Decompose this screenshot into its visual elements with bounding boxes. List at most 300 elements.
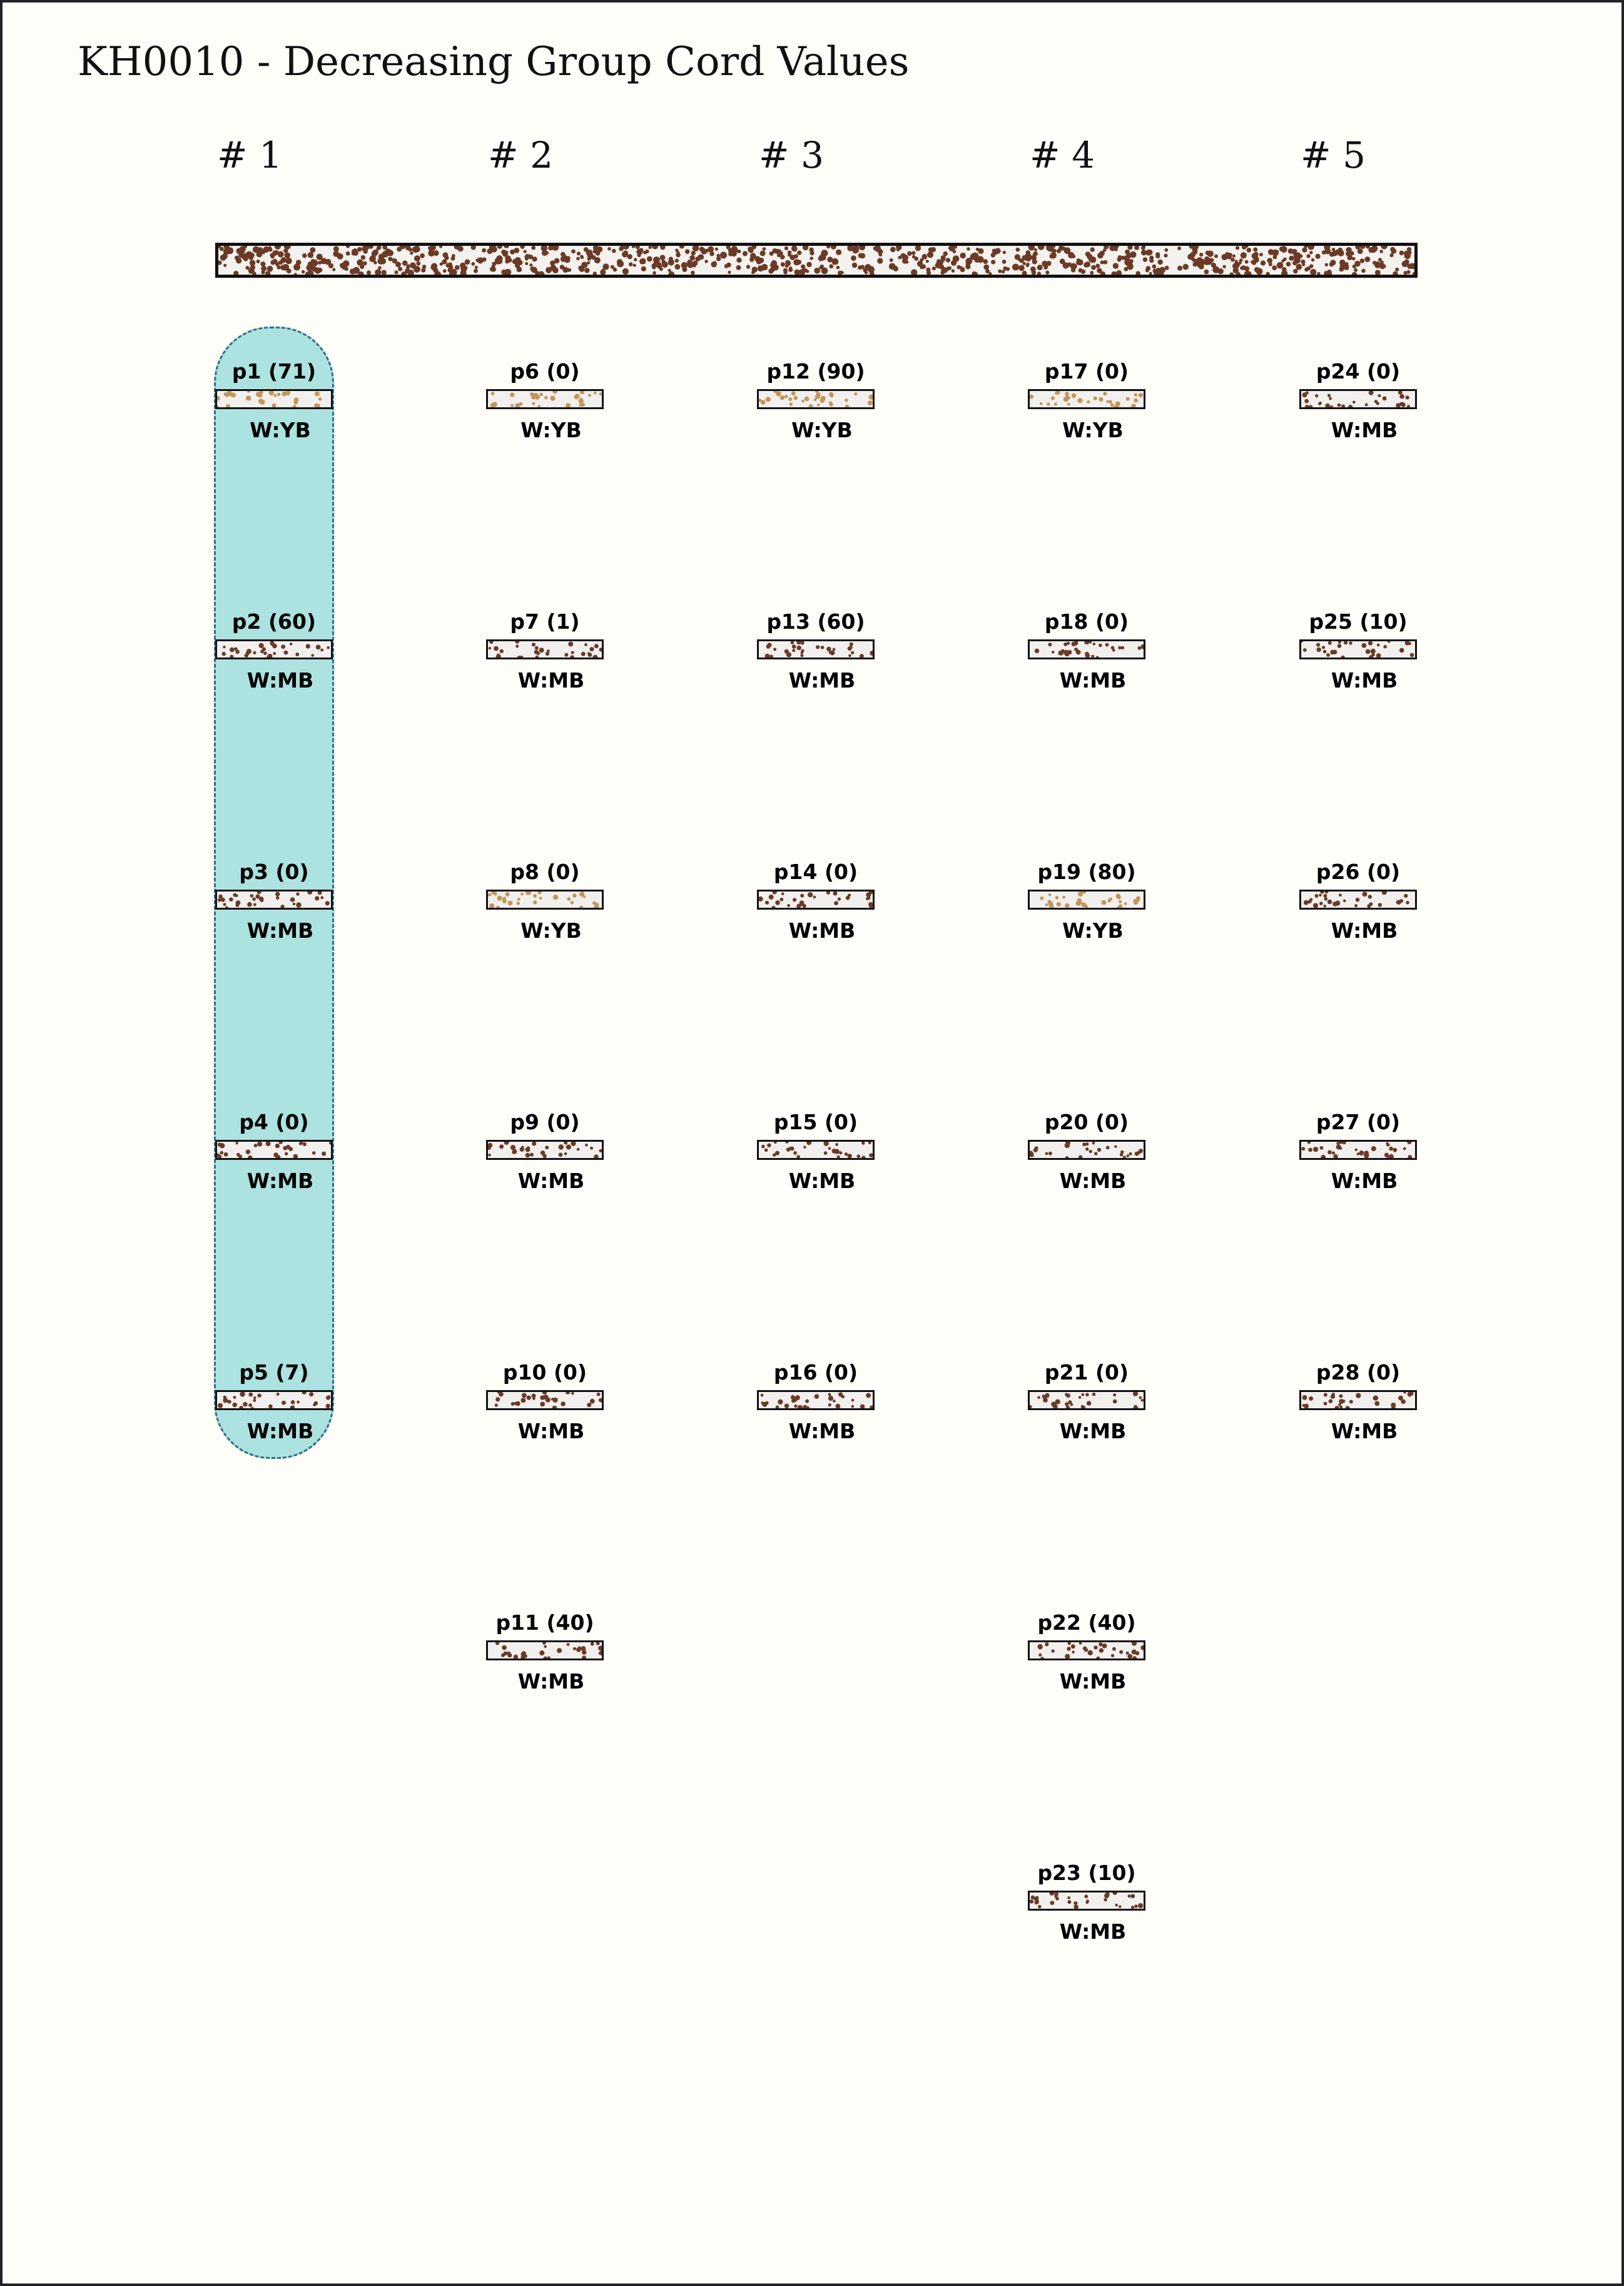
fiber-dot — [1305, 405, 1309, 407]
fiber-dot — [504, 1142, 509, 1145]
fiber-dot — [544, 396, 547, 399]
pendant-cord-body — [1028, 890, 1145, 910]
fiber-dot — [623, 250, 628, 255]
fiber-dot — [302, 1392, 307, 1394]
fiber-dot — [946, 267, 951, 271]
fiber-dot — [296, 260, 302, 265]
fiber-dot — [564, 1152, 567, 1156]
fiber-dot — [1141, 246, 1145, 250]
fiber-dot — [578, 1647, 581, 1650]
fiber-dot — [800, 903, 803, 907]
pendant-cord-body — [486, 890, 604, 910]
fiber-dot — [1358, 248, 1363, 254]
fiber-dot — [1313, 1147, 1318, 1152]
fiber-dot — [1110, 404, 1114, 407]
fiber-dot — [502, 897, 506, 900]
fiber-dot — [577, 251, 581, 255]
fiber-dot — [932, 267, 936, 270]
fiber-dot — [1074, 648, 1078, 651]
fiber-dot — [1126, 1652, 1129, 1655]
fiber-dot — [772, 906, 776, 908]
fiber-dot — [709, 251, 714, 257]
fiber-dot — [346, 246, 350, 248]
fiber-dot — [224, 1152, 228, 1157]
fiber-dot — [921, 254, 927, 260]
fiber-dot — [465, 259, 470, 265]
fiber-dot — [688, 260, 691, 263]
fiber-dot — [444, 255, 449, 260]
fiber-dot — [599, 1149, 602, 1152]
fiber-dot — [828, 1147, 831, 1150]
pendant-color-code: W:MB — [1059, 1419, 1127, 1443]
fiber-dot — [1377, 644, 1380, 647]
fiber-dot — [1346, 1406, 1350, 1408]
fiber-dot — [861, 1156, 865, 1158]
pendant-color-code: W:MB — [1059, 1669, 1127, 1694]
group-label: # 5 — [1301, 134, 1366, 176]
fiber-dot — [1091, 265, 1096, 270]
fiber-dot — [1047, 261, 1052, 266]
fiber-dot — [497, 896, 502, 901]
fiber-dot — [1057, 902, 1061, 907]
fiber-dot — [836, 250, 841, 255]
fiber-dot — [299, 1142, 302, 1145]
fiber-dot — [1097, 1148, 1101, 1152]
fiber-dot — [290, 643, 293, 646]
fiber-dot — [1404, 271, 1408, 275]
fiber-dot — [789, 267, 792, 270]
fiber-dot — [726, 263, 731, 268]
fiber-dot — [780, 255, 785, 260]
fiber-dot — [850, 643, 853, 646]
fiber-dot — [1371, 1146, 1376, 1151]
fiber-dot — [867, 896, 871, 900]
fiber-dot — [1310, 269, 1316, 275]
fiber-dot — [534, 650, 539, 654]
pendant-label: p6 (0) — [510, 359, 580, 384]
fiber-dot — [1337, 404, 1341, 407]
fiber-dot — [326, 1404, 330, 1408]
fiber-dot — [489, 647, 491, 649]
fiber-dot — [967, 247, 970, 251]
fiber-dot — [1327, 900, 1332, 905]
fiber-dot — [1320, 892, 1324, 894]
pendant-cord-body — [1299, 890, 1417, 910]
pendant-cord-texture — [759, 1142, 873, 1158]
fiber-dot — [297, 1401, 300, 1404]
fiber-dot — [218, 1403, 223, 1408]
fiber-dot — [1068, 1400, 1072, 1404]
fiber-dot — [1111, 1654, 1114, 1657]
fiber-dot — [561, 256, 566, 262]
fiber-dot — [247, 391, 250, 393]
fiber-dot — [581, 1646, 586, 1651]
fiber-dot — [854, 392, 857, 395]
fiber-dot — [835, 1149, 840, 1154]
fiber-dot — [1018, 265, 1025, 272]
fiber-dot — [1302, 392, 1307, 397]
fiber-dot — [806, 262, 812, 268]
fiber-dot — [1034, 248, 1037, 251]
fiber-dot — [1100, 260, 1104, 264]
fiber-dot — [541, 246, 548, 251]
pendant-cord-texture — [488, 1392, 602, 1408]
pendant-label: p7 (1) — [510, 609, 580, 634]
fiber-dot — [567, 1643, 570, 1646]
fiber-dot — [350, 268, 355, 274]
fiber-dot — [278, 1142, 282, 1144]
fiber-dot — [951, 260, 957, 266]
fiber-dot — [612, 249, 616, 253]
fiber-dot — [1337, 250, 1344, 256]
fiber-dot — [1058, 651, 1063, 656]
fiber-dot — [1360, 258, 1364, 263]
fiber-dot — [1138, 1903, 1143, 1908]
fiber-dot — [1267, 258, 1272, 263]
fiber-dot — [273, 1152, 278, 1157]
fiber-dot — [1322, 646, 1325, 649]
fiber-dot — [1035, 1896, 1038, 1899]
fiber-dot — [848, 1154, 852, 1158]
fiber-dot — [1102, 1643, 1107, 1648]
pendant-cord-texture — [1030, 1892, 1144, 1909]
fiber-dot — [489, 903, 494, 908]
fiber-dot — [826, 246, 830, 248]
pendant-label: p27 (0) — [1316, 1110, 1401, 1134]
fiber-dot — [1035, 1899, 1039, 1904]
fiber-dot — [1067, 650, 1072, 654]
pendant-cord-texture — [217, 391, 331, 407]
fiber-dot — [801, 400, 804, 403]
fiber-dot — [809, 404, 813, 407]
fiber-dot — [1085, 1393, 1089, 1397]
fiber-dot — [1330, 260, 1336, 265]
fiber-dot — [1344, 641, 1347, 644]
fiber-dot — [1402, 261, 1408, 267]
fiber-dot — [1139, 1396, 1142, 1400]
fiber-dot — [1048, 900, 1052, 905]
fiber-dot — [1401, 1400, 1405, 1404]
fiber-dot — [545, 1146, 549, 1149]
fiber-dot — [571, 250, 576, 254]
fiber-dot — [499, 1144, 504, 1149]
pendant-cord-texture — [488, 1642, 602, 1659]
fiber-dot — [814, 268, 820, 274]
fiber-dot — [784, 395, 788, 398]
fiber-dot — [325, 901, 330, 905]
fiber-dot — [1050, 247, 1054, 251]
fiber-dot — [1399, 648, 1404, 653]
fiber-dot — [1022, 271, 1027, 275]
fiber-dot — [1279, 246, 1284, 251]
fiber-dot — [1067, 1896, 1070, 1899]
fiber-dot — [1327, 1151, 1332, 1155]
fiber-dot — [661, 260, 666, 264]
fiber-dot — [315, 392, 320, 397]
fiber-dot — [566, 403, 571, 407]
fiber-dot — [439, 246, 442, 248]
fiber-dot — [1084, 641, 1089, 644]
fiber-dot — [1085, 1901, 1089, 1904]
fiber-dot — [535, 656, 539, 658]
fiber-dot — [1269, 263, 1272, 267]
pendant-color-code: W:MB — [1331, 1419, 1398, 1443]
pendant-label: p18 (0) — [1044, 609, 1129, 634]
fiber-dot — [794, 1405, 797, 1408]
fiber-dot — [1304, 399, 1309, 404]
fiber-dot — [1322, 250, 1326, 255]
pendant-label: p2 (60) — [231, 609, 317, 634]
fiber-dot — [531, 246, 535, 250]
fiber-dot — [309, 266, 313, 270]
fiber-dot — [775, 1151, 779, 1156]
fiber-dot — [539, 897, 542, 900]
fiber-dot — [282, 1401, 286, 1405]
pendant-cord-texture — [217, 1392, 331, 1408]
fiber-dot — [587, 652, 590, 654]
fiber-dot — [576, 257, 580, 261]
fiber-dot — [1049, 1892, 1054, 1896]
pendant-cord-texture — [1030, 1642, 1144, 1659]
fiber-dot — [691, 251, 696, 255]
fiber-dot — [223, 646, 225, 648]
pendant-cord-body — [1299, 1140, 1417, 1160]
fiber-dot — [1337, 644, 1342, 648]
fiber-dot — [1051, 396, 1055, 400]
pendant-color-code: W:MB — [517, 1669, 585, 1694]
pendant-color-code: W:MB — [246, 918, 314, 943]
fiber-dot — [561, 1401, 566, 1406]
fiber-dot — [455, 265, 460, 270]
fiber-dot — [800, 641, 804, 645]
fiber-dot — [1099, 397, 1103, 402]
fiber-dot — [494, 892, 497, 896]
fiber-dot — [1115, 402, 1120, 407]
fiber-dot — [1147, 250, 1153, 255]
pendant-cord-body — [215, 389, 333, 409]
fiber-dot — [1096, 1657, 1100, 1659]
fiber-dot — [637, 253, 641, 257]
fiber-dot — [532, 402, 535, 405]
fiber-dot — [584, 247, 589, 252]
fiber-dot — [281, 905, 285, 908]
fiber-dot — [668, 259, 674, 265]
fiber-dot — [1399, 251, 1404, 256]
fiber-dot — [333, 246, 339, 251]
fiber-dot — [273, 652, 276, 655]
fiber-dot — [1123, 1156, 1126, 1158]
fiber-dot — [777, 253, 781, 257]
fiber-dot — [285, 258, 292, 264]
fiber-dot — [790, 1147, 794, 1151]
fiber-dot — [1341, 404, 1345, 407]
pendant-cord-body — [1299, 1390, 1417, 1410]
fiber-dot — [545, 251, 549, 255]
fiber-dot — [952, 269, 955, 272]
fiber-dot — [1113, 1393, 1116, 1396]
fiber-dot — [1065, 1156, 1069, 1158]
fiber-dot — [857, 1154, 861, 1158]
fiber-dot — [1109, 898, 1112, 901]
fiber-dot — [1124, 267, 1129, 272]
fiber-dot — [571, 901, 574, 904]
fiber-dot — [494, 646, 499, 651]
fiber-dot — [1347, 255, 1352, 260]
fiber-dot — [274, 250, 278, 255]
fiber-dot — [579, 892, 584, 897]
fiber-dot — [1373, 261, 1376, 265]
fiber-dot — [668, 269, 671, 272]
fiber-dot — [520, 1147, 524, 1152]
fiber-dot — [590, 1399, 595, 1404]
fiber-dot — [833, 648, 836, 651]
fiber-dot — [296, 902, 301, 907]
fiber-dot — [1103, 248, 1107, 252]
pendant-label: p22 (40) — [1037, 1610, 1136, 1635]
fiber-dot — [1403, 1147, 1406, 1151]
fiber-dot — [240, 246, 246, 252]
pendant-cord-body — [1299, 639, 1417, 659]
fiber-dot — [1289, 256, 1294, 261]
pendant-label: p4 (0) — [239, 1110, 309, 1134]
fiber-dot — [890, 246, 896, 252]
fiber-dot — [579, 906, 583, 908]
fiber-dot — [788, 250, 791, 254]
fiber-dot — [946, 258, 950, 262]
fiber-dot — [532, 1142, 536, 1146]
fiber-dot — [1038, 1905, 1042, 1909]
fiber-dot — [652, 246, 658, 250]
fiber-dot — [1035, 649, 1039, 653]
fiber-dot — [369, 256, 376, 263]
fiber-dot — [1082, 1142, 1086, 1146]
fiber-dot — [1348, 405, 1352, 407]
fiber-dot — [1031, 1896, 1035, 1900]
fiber-dot — [1325, 404, 1330, 407]
fiber-dot — [1045, 903, 1048, 907]
fiber-dot — [590, 647, 594, 651]
fiber-dot — [252, 897, 256, 901]
fiber-dot — [1045, 1152, 1048, 1156]
fiber-dot — [1319, 894, 1322, 897]
fiber-dot — [578, 266, 582, 270]
fiber-dot — [346, 251, 350, 256]
fiber-dot — [846, 896, 850, 900]
fiber-dot — [1099, 1642, 1102, 1646]
fiber-dot — [1099, 1648, 1104, 1652]
fiber-dot — [510, 250, 515, 255]
fiber-dot — [1241, 252, 1247, 258]
fiber-dot — [758, 258, 764, 263]
fiber-dot — [1104, 1893, 1109, 1898]
pendant-cord-body — [486, 1640, 604, 1660]
pendant-color-code: W:MB — [1059, 668, 1127, 693]
fiber-dot — [788, 397, 792, 401]
fiber-dot — [1003, 267, 1007, 271]
fiber-dot — [1341, 656, 1344, 658]
fiber-dot — [248, 1403, 252, 1407]
fiber-dot — [1316, 254, 1321, 259]
fiber-dot — [1012, 264, 1019, 271]
fiber-dot — [594, 644, 599, 648]
fiber-dot — [774, 1142, 777, 1144]
fiber-dot — [243, 1402, 247, 1406]
fiber-dot — [1343, 264, 1349, 270]
fiber-dot — [791, 391, 796, 395]
fiber-dot — [983, 259, 988, 264]
fiber-dot — [752, 267, 758, 272]
fiber-dot — [525, 257, 529, 261]
fiber-dot — [275, 892, 280, 896]
fiber-dot — [1376, 653, 1381, 658]
fiber-dot — [566, 1144, 571, 1149]
fiber-dot — [275, 246, 282, 250]
fiber-dot — [1359, 1151, 1364, 1156]
fiber-dot — [634, 258, 637, 261]
fiber-dot — [254, 1144, 258, 1147]
fiber-dot — [587, 1403, 591, 1407]
fiber-dot — [784, 246, 788, 250]
fiber-dot — [750, 253, 756, 259]
fiber-dot — [504, 1652, 508, 1656]
fiber-dot — [1277, 262, 1284, 269]
fiber-dot — [310, 247, 315, 253]
primary-cord-texture — [218, 246, 1414, 275]
fiber-dot — [1068, 1642, 1071, 1645]
fiber-dot — [1114, 1146, 1117, 1148]
fiber-dot — [1081, 1405, 1084, 1408]
fiber-dot — [241, 1392, 245, 1395]
fiber-dot — [1152, 265, 1157, 269]
fiber-dot — [266, 1142, 271, 1146]
fiber-dot — [761, 1394, 764, 1397]
fiber-dot — [322, 1152, 326, 1156]
fiber-dot — [877, 258, 883, 263]
fiber-dot — [889, 263, 896, 270]
fiber-dot — [1304, 1404, 1309, 1408]
fiber-dot — [1304, 900, 1309, 905]
pendant-cord-body — [757, 890, 875, 910]
pendant-cord-texture — [217, 641, 331, 658]
pendant-color-code: W:MB — [1059, 1169, 1127, 1193]
pendant-color-code: W:MB — [1059, 1919, 1127, 1944]
fiber-dot — [345, 267, 348, 271]
fiber-dot — [1054, 403, 1057, 406]
fiber-dot — [1073, 265, 1077, 269]
fiber-dot — [693, 246, 699, 251]
fiber-dot — [313, 1403, 316, 1406]
fiber-dot — [1078, 892, 1083, 897]
pendant-label: p26 (0) — [1316, 860, 1401, 884]
fiber-dot — [532, 643, 535, 646]
fiber-dot — [1256, 268, 1263, 275]
fiber-dot — [1302, 247, 1307, 252]
fiber-dot — [1164, 254, 1167, 258]
fiber-dot — [1073, 1905, 1078, 1909]
fiber-dot — [1214, 255, 1218, 258]
fiber-dot — [1040, 1657, 1043, 1659]
fiber-dot — [1332, 650, 1337, 654]
fiber-dot — [1047, 402, 1050, 405]
fiber-dot — [1129, 1152, 1132, 1156]
fiber-dot — [530, 1153, 534, 1157]
fiber-dot — [1292, 249, 1297, 255]
fiber-dot — [826, 892, 830, 895]
fiber-dot — [248, 1393, 253, 1397]
fiber-dot — [1083, 1647, 1087, 1651]
fiber-dot — [293, 405, 297, 407]
fiber-dot — [525, 262, 528, 265]
